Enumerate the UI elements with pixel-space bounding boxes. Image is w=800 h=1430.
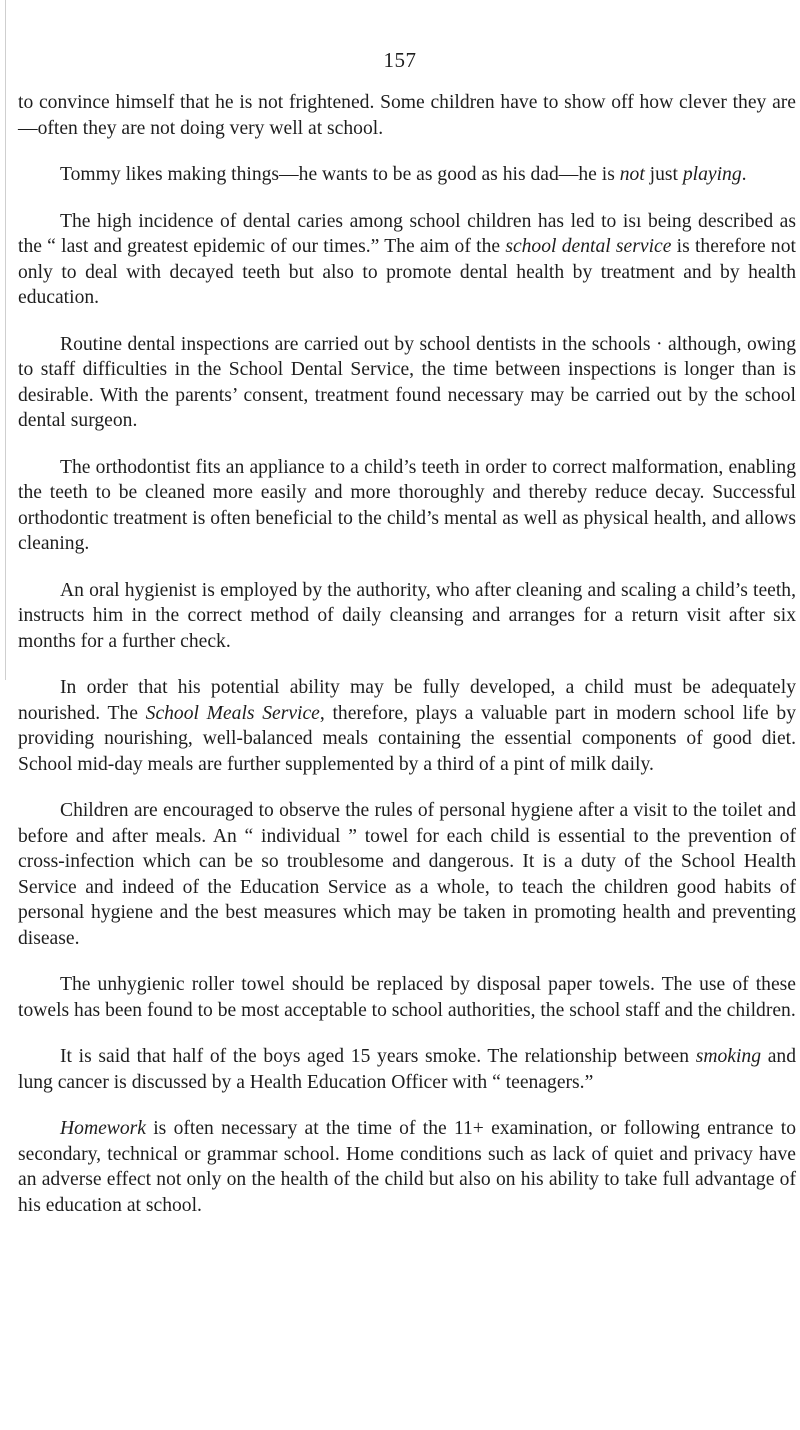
paragraph-7 — [18, 675, 796, 777]
text-run: is often necessary at the time of the 11+ examination, or following entrance to secondary, technical or grammar school. Home conditions such as lack of quiet and privacy have an adverse effect not only on the health of the child but also on his ability to take full advantage of his education at school. — [18, 1118, 796, 1216]
text-run: Children are encouraged to observe the rules of personal hygiene after a visit to the toilet and before and after meals. An “ individual ” towel for each child is essential to the prevention of cross-infection which can be so troublesome and dangerous. It is a duty of the School Health Service and indeed of the Education Service as a whole, to teach the children good habits of personal hygiene and the best measures which may be taken in promoting health and preventing disease. — [18, 800, 796, 949]
paragraph-4 — [18, 332, 796, 434]
text-run: . — [741, 164, 747, 185]
text-run: It is said that half of the boys aged 15 years smoke. The relationship between — [60, 1046, 696, 1067]
paragraph-10 — [18, 1044, 796, 1095]
paragraph-5 — [18, 455, 796, 557]
text-run: is therefore not only to deal with decayed teeth but also to promote dental health by treatment and by health education. — [18, 236, 796, 308]
text-run: The unhygienic roller towel should be replaced by disposal paper towels. The use of these towels has been found to be most acceptable to school authorities, the school staff and the children. — [18, 974, 796, 1021]
page-number: 157 — [383, 48, 417, 72]
italic-phrase: smoking — [695, 1046, 762, 1067]
paragraph-8 — [18, 798, 796, 951]
text-run: An oral hygienist is employed by the authority, who after cleaning and scaling a child’s teeth, instructs him in the correct method of daily cleansing and arranges for a return visit after six months for a further check. — [18, 579, 796, 652]
text-run: The high incidence of dental caries among school children has led to isı being described as the “ last and greatest epidemic of our times.” The aim of the — [18, 210, 796, 257]
paragraph-11 — [18, 1116, 796, 1218]
paragraph-2 — [18, 162, 796, 188]
text-run: Tommy likes making things—he wants to be as good as his dad—he is — [60, 164, 620, 185]
italic-phrase: Homework — [60, 1118, 146, 1139]
paragraph-9 — [18, 972, 796, 1023]
paragraph-3 — [18, 209, 796, 311]
italic-phrase: School Meals Service — [145, 702, 320, 724]
paragraph-1 — [18, 90, 796, 141]
italic-phrase: playing — [682, 164, 742, 185]
text-run: Routine dental inspections are carried out by school dentists in the schools · although, owing to staff difficulties in the School Dental Service, the time between inspections is longer than is desirable. With the parents’ consent, treatment found necessary may be carried out by the school dental surgeon. — [18, 333, 796, 431]
text-run: to convince himself that he is not frightened. Some children have to show off how clever they are—often they are not doing very well at school. — [18, 92, 796, 139]
text-run: and lung cancer is discussed by a Health Education Officer with “ teenagers.” — [18, 1046, 796, 1093]
text-run: just — [644, 164, 683, 185]
paragraph-6 — [18, 578, 796, 655]
page-edge-line — [5, 0, 6, 680]
body-text — [18, 90, 796, 1239]
text-run: In order that his potential ability may be fully developed, a child must be adequately nourished. The — [18, 677, 796, 724]
italic-phrase: not — [619, 164, 645, 185]
text-run: , therefore, plays a valuable part in modern school life by providing nourishing, well-balanced meals containing the essential components of good diet. School mid-day meals are further supplemented by a third of a pint of milk daily. — [18, 702, 796, 775]
text-run: The orthodontist fits an appliance to a child’s teeth in order to correct malformation, enabling the teeth to be cleaned more easily and more thoroughly and thereby reduce decay. Successful orthodontic treatment is often beneficial to the child’s mental as well as physical health, and allows cleaning. — [18, 456, 796, 554]
italic-phrase: school dental service — [505, 236, 672, 257]
